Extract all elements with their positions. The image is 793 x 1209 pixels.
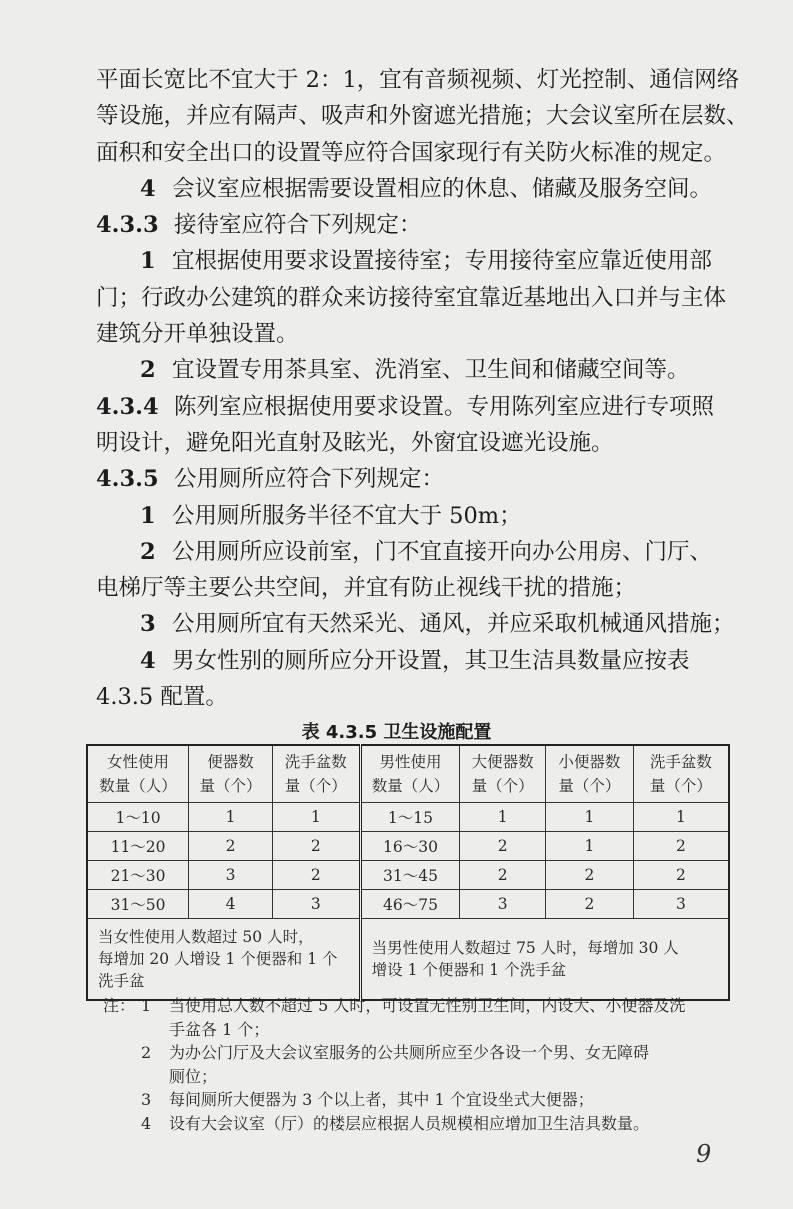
table-notes	[103, 994, 743, 1135]
clause-text: 陈列室应根据使用要求设置。专用陈列室应进行专项照	[174, 393, 715, 420]
note-label: 注：	[103, 996, 136, 1015]
note-text: 当使用总人数不超过 5 人时，可设置无性别卫生间，内设大、小便器及洗	[169, 996, 686, 1015]
clause-4-3-4	[96, 389, 736, 425]
item-text: 公用厕所应设前室，门不宜直接开向办公用房、门厅、	[172, 538, 713, 565]
item-4	[96, 171, 736, 207]
note-text: 每间厕所大便器为 3 个以上者，其中 1 个宜设坐式大便器；	[169, 1090, 594, 1109]
table-cell: 2	[189, 832, 273, 861]
table-cell: 1	[546, 803, 634, 832]
table-cell: 2	[633, 832, 729, 861]
item-4-3-3-1	[96, 243, 736, 279]
note-text: 设有大会议室（厅）的楼层应根据人员规模相应增加卫生洁具数量。	[169, 1113, 650, 1133]
note-text: 手盆各 1 个；	[169, 1019, 270, 1039]
table-row	[87, 861, 729, 890]
page-number: 9	[696, 1140, 712, 1168]
table-cell: 31～50	[87, 890, 189, 919]
male-note-cell: 当男性使用人数超过 75 人时，每增加 30 人 增设 1 个便器和 1 个洗手盆	[360, 919, 729, 1001]
table-cell: 21～30	[87, 861, 189, 890]
text-line: 门；行政办公建筑的群众来访接待室宜靠近基地出入口并与主体	[96, 284, 727, 311]
item-text: 宜根据使用要求设置接待室；专用接待室应靠近使用部	[172, 248, 713, 275]
table-cell: 1～10	[87, 803, 189, 832]
body-text	[96, 62, 749, 715]
table-row	[87, 832, 729, 861]
sanitary-facilities-table	[86, 744, 730, 1001]
table-cell: 2	[272, 861, 360, 890]
item-number: 2	[140, 538, 156, 565]
text-line: 平面长宽比不宜大于 2：1，宜有音频视频、灯光控制、通信网络	[96, 67, 740, 93]
item-text: 会议室应根据需要设置相应的休息、储藏及服务空间。	[172, 175, 713, 202]
text-line: 电梯厅等主要公共空间，并宜有防止视线干扰的措施；	[96, 575, 637, 602]
note-text: 厕位；	[169, 1066, 218, 1086]
clause-number: 4.3.4	[96, 393, 159, 420]
text-line: 等设施，并应有隔声、吸声和外窗遮光措施；大会议室所在层数、	[96, 103, 749, 130]
note-item	[103, 1112, 743, 1136]
clause-4-3-3	[96, 207, 736, 243]
table-row	[87, 803, 729, 832]
table-cell: 2	[460, 832, 546, 861]
text-line: 明设计，避免阳光直射及眩光，外窗宜设遮光设施。	[96, 429, 614, 456]
sanitary-table-wrap	[86, 744, 730, 1001]
item-4-3-3-2	[96, 352, 736, 388]
header-male-users: 男性使用 数量（人）	[360, 745, 460, 803]
item-4-3-5-3	[96, 606, 736, 642]
note-number: 3	[141, 1090, 152, 1109]
clause-number: 4.3.3	[96, 212, 159, 239]
table-cell: 31～45	[360, 861, 460, 890]
table-note-row	[87, 919, 729, 1001]
header-female-users: 女性使用 数量（人）	[87, 745, 189, 803]
table-caption: 表 4.3.5 卫生设施配置	[301, 722, 492, 743]
item-4-3-5-4	[96, 643, 736, 679]
text-line: 4.3.5 配置。	[96, 684, 228, 711]
item-text: 公用厕所宜有天然采光、通风，并应采取机械通风措施；	[172, 611, 735, 638]
header-male-toilets: 大便器数 量（个）	[460, 745, 546, 803]
item-number: 1	[140, 248, 156, 275]
table-cell: 46～75	[360, 890, 460, 919]
item-number: 4	[140, 175, 156, 202]
item-text: 宜设置专用茶具室、洗消室、卫生间和储藏空间等。	[172, 357, 690, 384]
header-male-basins: 洗手盆数 量（个）	[633, 745, 729, 803]
table-cell: 1～15	[360, 803, 460, 832]
table-cell: 1	[633, 803, 729, 832]
item-number: 1	[140, 502, 156, 529]
table-cell: 2	[546, 861, 634, 890]
note-number: 1	[141, 996, 152, 1015]
clause-text: 接待室应符合下列规定：	[174, 212, 422, 239]
table-cell: 1	[460, 803, 546, 832]
table-cell: 2	[460, 861, 546, 890]
item-number: 2	[140, 357, 156, 384]
header-female-toilets: 便器数 量（个）	[189, 745, 273, 803]
table-cell: 1	[189, 803, 273, 832]
table-cell: 3	[189, 861, 273, 890]
table-cell: 2	[633, 861, 729, 890]
female-note-cell: 当女性使用人数超过 50 人时， 每增加 20 人增设 1 个便器和 1 个 洗手盆	[87, 919, 360, 1001]
table-cell: 16～30	[360, 832, 460, 861]
header-male-urinals: 小便器数 量（个）	[546, 745, 634, 803]
text-line: 建筑分开单独设置。	[96, 321, 299, 348]
table-row	[87, 890, 729, 919]
text-line: 面积和安全出口的设置等应符合国家现行有关防火标准的规定。	[96, 139, 727, 166]
clause-text: 公用厕所应符合下列规定：	[174, 466, 445, 493]
item-number: 3	[140, 611, 156, 638]
header-female-basins: 洗手盆数 量（个）	[272, 745, 360, 803]
table-cell: 3	[633, 890, 729, 919]
clause-number: 4.3.5	[96, 466, 159, 493]
table-header-row	[87, 745, 729, 803]
table-cell: 4	[189, 890, 273, 919]
item-number: 4	[140, 647, 156, 674]
clause-4-3-5	[96, 461, 736, 497]
table-cell: 3	[272, 890, 360, 919]
table-cell: 11～20	[87, 832, 189, 861]
note-number: 2	[141, 1043, 152, 1062]
note-item	[103, 1088, 743, 1112]
item-text: 公用厕所服务半径不宜大于 50m；	[172, 502, 522, 529]
table-cell: 2	[546, 890, 634, 919]
note-item	[103, 1041, 743, 1088]
item-4-3-5-2	[96, 534, 736, 570]
item-4-3-5-1	[96, 498, 736, 534]
item-text: 男女性别的厕所应分开设置，其卫生洁具数量应按表	[172, 647, 690, 674]
note-item	[103, 994, 743, 1041]
table-cell: 2	[272, 832, 360, 861]
note-number: 4	[141, 1113, 152, 1133]
note-text: 为办公门厅及大会议室服务的公共厕所应至少各设一个男、女无障碍	[169, 1043, 650, 1062]
table-cell: 3	[460, 890, 546, 919]
table-cell: 1	[546, 832, 634, 861]
table-cell: 1	[272, 803, 360, 832]
